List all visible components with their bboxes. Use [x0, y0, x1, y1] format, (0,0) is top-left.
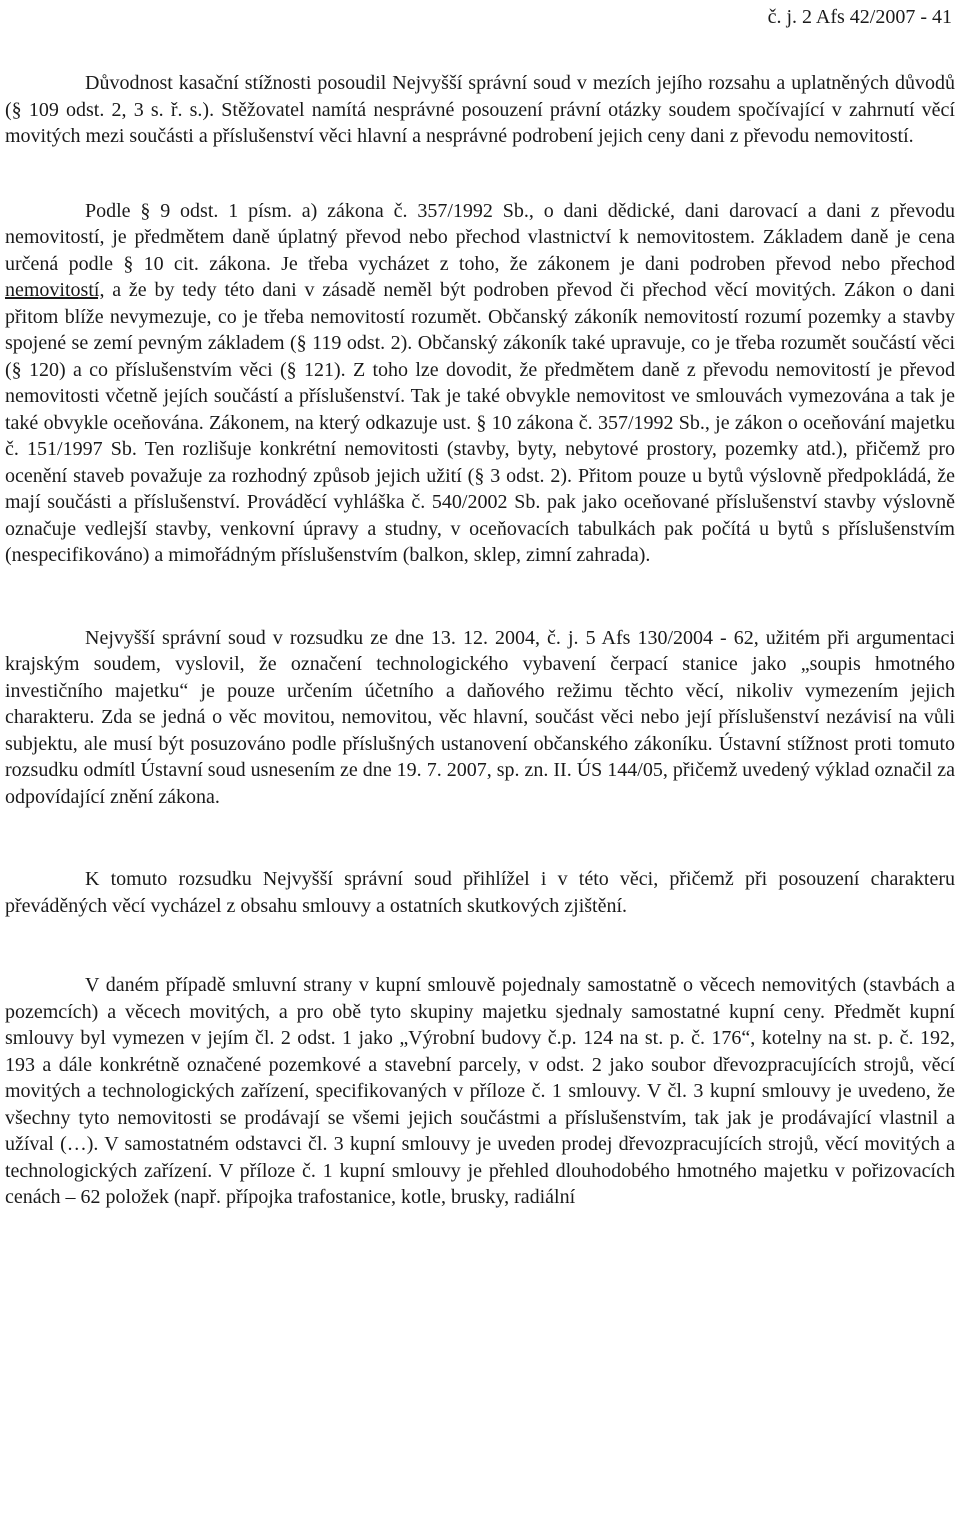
- paragraph-tax-law-analysis: [5, 198, 955, 569]
- underlined-term: nemovitostí,: [5, 279, 105, 301]
- paragraph-court-consideration: K tomuto rozsudku Nejvyšší správní soud přihlížel i v této věci, přičemž při posouzení charakteru převáděných věcí vycházel z obsahu smlouvy a ostatních skutkových zjištění.: [5, 868, 955, 917]
- paragraph-text-segment: Podle § 9 odst. 1 písm. a) zákona č. 357/1992 Sb., o dani dědické, dani darovací a dani z převodu nemovitostí, je předmětem daně úplatný převod nebo přechod vlastnictví k nemovitostem. Základem daně je cena určená podle § 10 cit. zákona. Je třeba vycházet z toho, že zákonem je dani podroben převod nebo přechod: [5, 199, 955, 275]
- document-body: [5, 70, 955, 1211]
- paragraph-contract-details: V daném případě smluvní strany v kupní smlouvě pojednaly samostatně o věcech nemovitých (stavbách a pozemcích) a věcech movitých, a pro obě tyto skupiny majetku sjednaly samostatné kupní ceny. Předmět kupní smlouvy byl vymezen v jejím čl. 2 odst. 1 jako „Výrobní budovy č.p. 124 na st. p. č. 176“, kotelny na st. p. č. 192, 193 a dále konkrétně označené pozemkové a stavební parcely, v odst. 2 jako soubor dřevozpracujících strojů, věcí movitých a technologických zařízení, specifikovaných v příloze č. 1 smlouvy. V čl. 3 kupní smlouvy je uvedeno, že všechny tyto nemovitosti se prodávají se všemi jejich součástmi a příslušenstvím, tak jak je prodávající vlastnil a užíval (…). V samostatném odstavci čl. 3 kupní smlouvy je uveden prodej dřevozpracujících strojů, věcí movitých a technologických zařízení. V příloze č. 1 kupní smlouvy je přehled dlouhodobého hmotného majetku v pořizovacích cenách – 62 položek (např. přípojka trafostanice, kotle, brusky, radiální: [5, 974, 955, 1208]
- paragraph-prior-judgment: Nejvyšší správní soud v rozsudku ze dne 13. 12. 2004, č. j. 5 Afs 130/2004 - 62, užitém při argumentaci krajským soudem, vyslovil, že označení technologického vybavení čerpací stanice jako „soupis hmotného investičního majetku“ je pouze určením účetního a daňového režimu těchto věcí, nikoliv vymezením jejich charakteru. Zda se jedná o věc movitou, nemovitou, věc hlavní, součást věci nebo její příslušenství nezávisí na vůli subjektu, ale musí být posuzováno podle příslušných ustanovení občanského zákoníku. Ústavní stížnost proti tomuto rozsudku odmítl Ústavní soud usnesením ze dne 19. 7. 2007, sp. zn. II. ÚS 144/05, přičemž uvedený výklad označil za odpovídající znění zákona.: [5, 626, 955, 808]
- paragraph-text-segment: a že by tedy této dani v zásadě neměl být podroben převod či přechod věcí movitých. Zákon o dani přitom blíže nevymezuje, co je třeba nemovitostí rozumět. Občanský zákoník nemovitostí rozumí pozemky a stavby spojené se zemí pevným základem (§ 119 odst. 2). Občanský zákoník také upravuje, co je třeba rozumět součástí věci (§ 120) a co příslušenstvím věci (§ 121). Z toho lze dovodit, že předmětem daně z převodu nemovitostí je převod nemovitosti včetně jejích součástí a příslušenství. Tak je také obvykle nemovitost ve smlouvách vymezována a tak je také obvykle oceňována. Zákonem, na který odkazuje ust. § 10 zákona č. 357/1992 Sb., je zákon o oceňování majetku č. 151/1997 Sb. Ten rozlišuje konkrétní nemovitosti (stavby, byty, nebytové prostory, pozemky atd.), přičemž pro ocenění staveb považuje za rozhodný způsob jejich užití (§ 3 odst. 2). Přitom pouze u bytů výslovně předpokládá, že mají součásti a příslušenství. Prováděcí vyhláška č. 540/2002 Sb. pak jako oceňované příslušenství stavby výslovně označuje vedlejší stavby, venkovní úpravy a studny, v oceňovacích tabulkách pak počítá u bytů s příslušenstvím (nespecifikováno) a mimořádným příslušenstvím (balkon, sklep, zimní zahrada).: [5, 279, 955, 566]
- paragraph-cassation-scope: Důvodnost kasační stížnosti posoudil Nejvyšší správní soud v mezích jejího rozsahu a uplatněných důvodů (§ 109 odst. 2, 3 s. ř. s.). Stěžovatel namítá nesprávné posouzení právní otázky soudem spočívající v zahrnutí věcí movitých mezi součásti a příslušenství věci hlavní a nesprávné podrobení jejich ceny dani z převodu nemovitostí.: [5, 72, 955, 147]
- case-number-header: č. j. 2 Afs 42/2007 - 41: [767, 6, 952, 28]
